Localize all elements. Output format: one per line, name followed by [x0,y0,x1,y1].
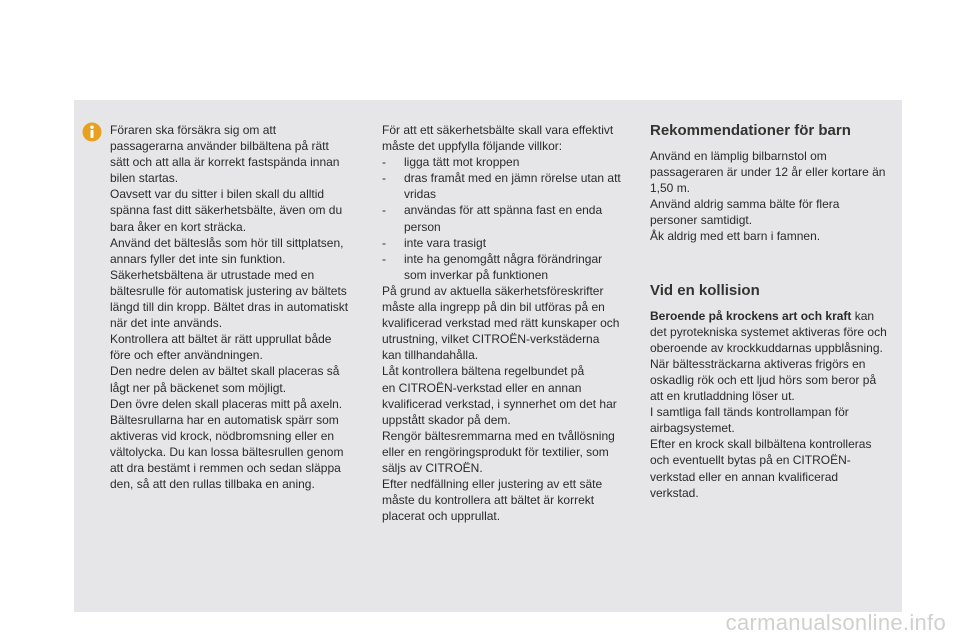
list-item-text: person [404,219,441,234]
text-line: Kontrollera att bältet är rätt upprullat både [110,332,332,347]
list-item-text: vridas [404,187,437,202]
text-line: Föraren ska försäkra sig om att [110,123,277,137]
intro-line: måste det uppfylla följande villkor: [382,139,563,154]
text-line: oberoende av krockkuddarnas uppblåsning. [650,340,883,355]
text-line: Den nedre delen av bältet skall placeras så [110,364,340,379]
intro-line: För att ett säkerhetsbälte skall vara effektivt [382,123,614,137]
text-line: Åk aldrig med ett barn i famnen. [650,229,821,244]
text-line: annars fyller det inte sin funktion. [110,251,286,266]
text-line: sätt och att alla är korrekt fastspända innan [110,155,340,170]
text-line: eller en rengöringsprodukt för textilier, som [382,444,609,459]
info-icon [82,122,102,142]
text-line: vältolycka. Du kan lossa bältesrullen genom [110,444,344,459]
text-line: en CITROËN-verkstad eller en annan [382,380,582,395]
list-item-text: användas för att spänna fast en enda [404,203,603,218]
text-line: spänna fast ditt säkerhetsbälte, även om du [110,203,343,218]
seatbelt-info-column [110,122,350,492]
list-item-text: dras framåt med en jämn rörelse utan att [404,171,621,186]
text-line: 1,50 m. [650,181,691,196]
seatbelt-conditions-column [382,122,632,524]
text-line: bilen startas. [110,171,179,186]
text-line: uppstått skador på dem. [382,412,511,427]
text-line: måste alla ingrepp på din bil utföras på en [382,300,605,315]
text-line: bältesrulle för automatisk justering av bältets [110,283,347,298]
text-line: kvalificerad verkstad med rätt kunskaper och [382,316,620,331]
section-heading-children: Rekommendationer för barn [650,122,851,139]
section-heading-collision: Vid en kollision [650,281,760,299]
list-dash: - [382,203,386,218]
list-dash: - [382,171,386,186]
list-item [382,251,632,283]
text-line: Låt kontrollera bältena regelbundet på [382,364,585,379]
list-item [382,235,632,251]
text-line: utrustning, vilket CITROËN-verkstäderna [382,332,600,347]
lead-rest: kan [851,308,875,323]
text-line: verkstad eller en annan kvalificerad [650,469,839,484]
list-item [382,202,632,234]
text-line: Den övre delen skall placeras mitt på axeln. [110,396,343,411]
text-line: kvalificerad verkstad, i synnerhet om det har [382,396,617,411]
list-item-text: inte ha genomgått några förändringar [404,251,603,266]
text-line: det pyrotekniska systemet aktiveras före och [650,324,887,339]
text-line: när det inte används. [110,316,223,331]
text-line: att dra bestämt i remmen och sedan släppa [110,460,341,475]
watermark: carmanualsonline.info [725,610,946,635]
list-item [382,154,632,170]
text-line: När bältessträckarna aktiveras frigörs en [650,356,866,371]
text-line: längd till din kropp. Bältet dras in automatiskt [110,300,349,315]
text-line: den, så att den rullas tillbaka en aning. [110,477,315,492]
recommendations-column [650,122,900,501]
text-line: verkstad. [650,485,699,500]
list-item-text: ligga tätt mot kroppen [404,155,520,170]
text-line: På grund av aktuella säkerhetsföreskrifter [382,283,604,298]
text-line: säljs av CITROËN. [382,460,483,475]
text-line: Bältesrullarna har en automatisk spärr som [110,412,339,427]
text-line: före och efter användningen. [110,348,263,363]
list-item-text: inte vara trasigt [404,235,487,250]
text-line: Använd en lämplig bilbarnstol om [650,149,827,163]
text-line: lågt ner på bäckenet som möjligt. [110,380,287,395]
text-line: aktiveras vid krock, nödbromsning eller en [110,428,335,443]
text-line: kan tillhandahålla. [382,348,479,363]
list-dash: - [382,235,386,250]
text-line: oskadlig rök och ett ljud hörs som beror på [650,372,877,387]
text-line: personer samtidigt. [650,213,753,228]
list-dash: - [382,251,386,266]
list-item-text: som inverkar på funktionen [404,267,549,282]
text-line: Oavsett var du sitter i bilen skall du alltid [110,187,325,202]
text-line: passagerarna använder bilbältena på rätt [110,139,329,154]
list-dash: - [382,155,386,170]
text-line: att en krutladdning löser ut. [650,389,795,404]
text-line: placerat och upprullat. [382,509,501,524]
text-line: Använd aldrig samma bälte för flera [650,197,840,212]
text-line: Efter nedfällning eller justering av ett säte [382,477,603,492]
text-line: Efter en krock skall bilbältena kontrolleras [650,437,872,452]
list-item [382,170,632,202]
text-line: I samtliga fall tänds kontrollampan för [650,405,849,420]
text-line: måste du kontrollera att bältet är korrekt [382,493,595,508]
text-line [650,308,900,324]
text-line: bara åker en kort sträcka. [110,219,247,234]
text-line: Använd det bälteslås som hör till sittplatsen, [110,235,344,250]
text-line: Säkerhetsbältena är utrustade med en [110,267,315,282]
text-line: airbagsystemet. [650,421,735,436]
bold-lead: Beroende på krockens art och kraft [650,308,852,323]
text-line: och eventuellt bytas på en CITROËN- [650,453,851,468]
text-line: passageraren är under 12 år eller kortare än [650,165,886,180]
text-line: Rengör bältesremmarna med en tvållösning [382,428,615,443]
